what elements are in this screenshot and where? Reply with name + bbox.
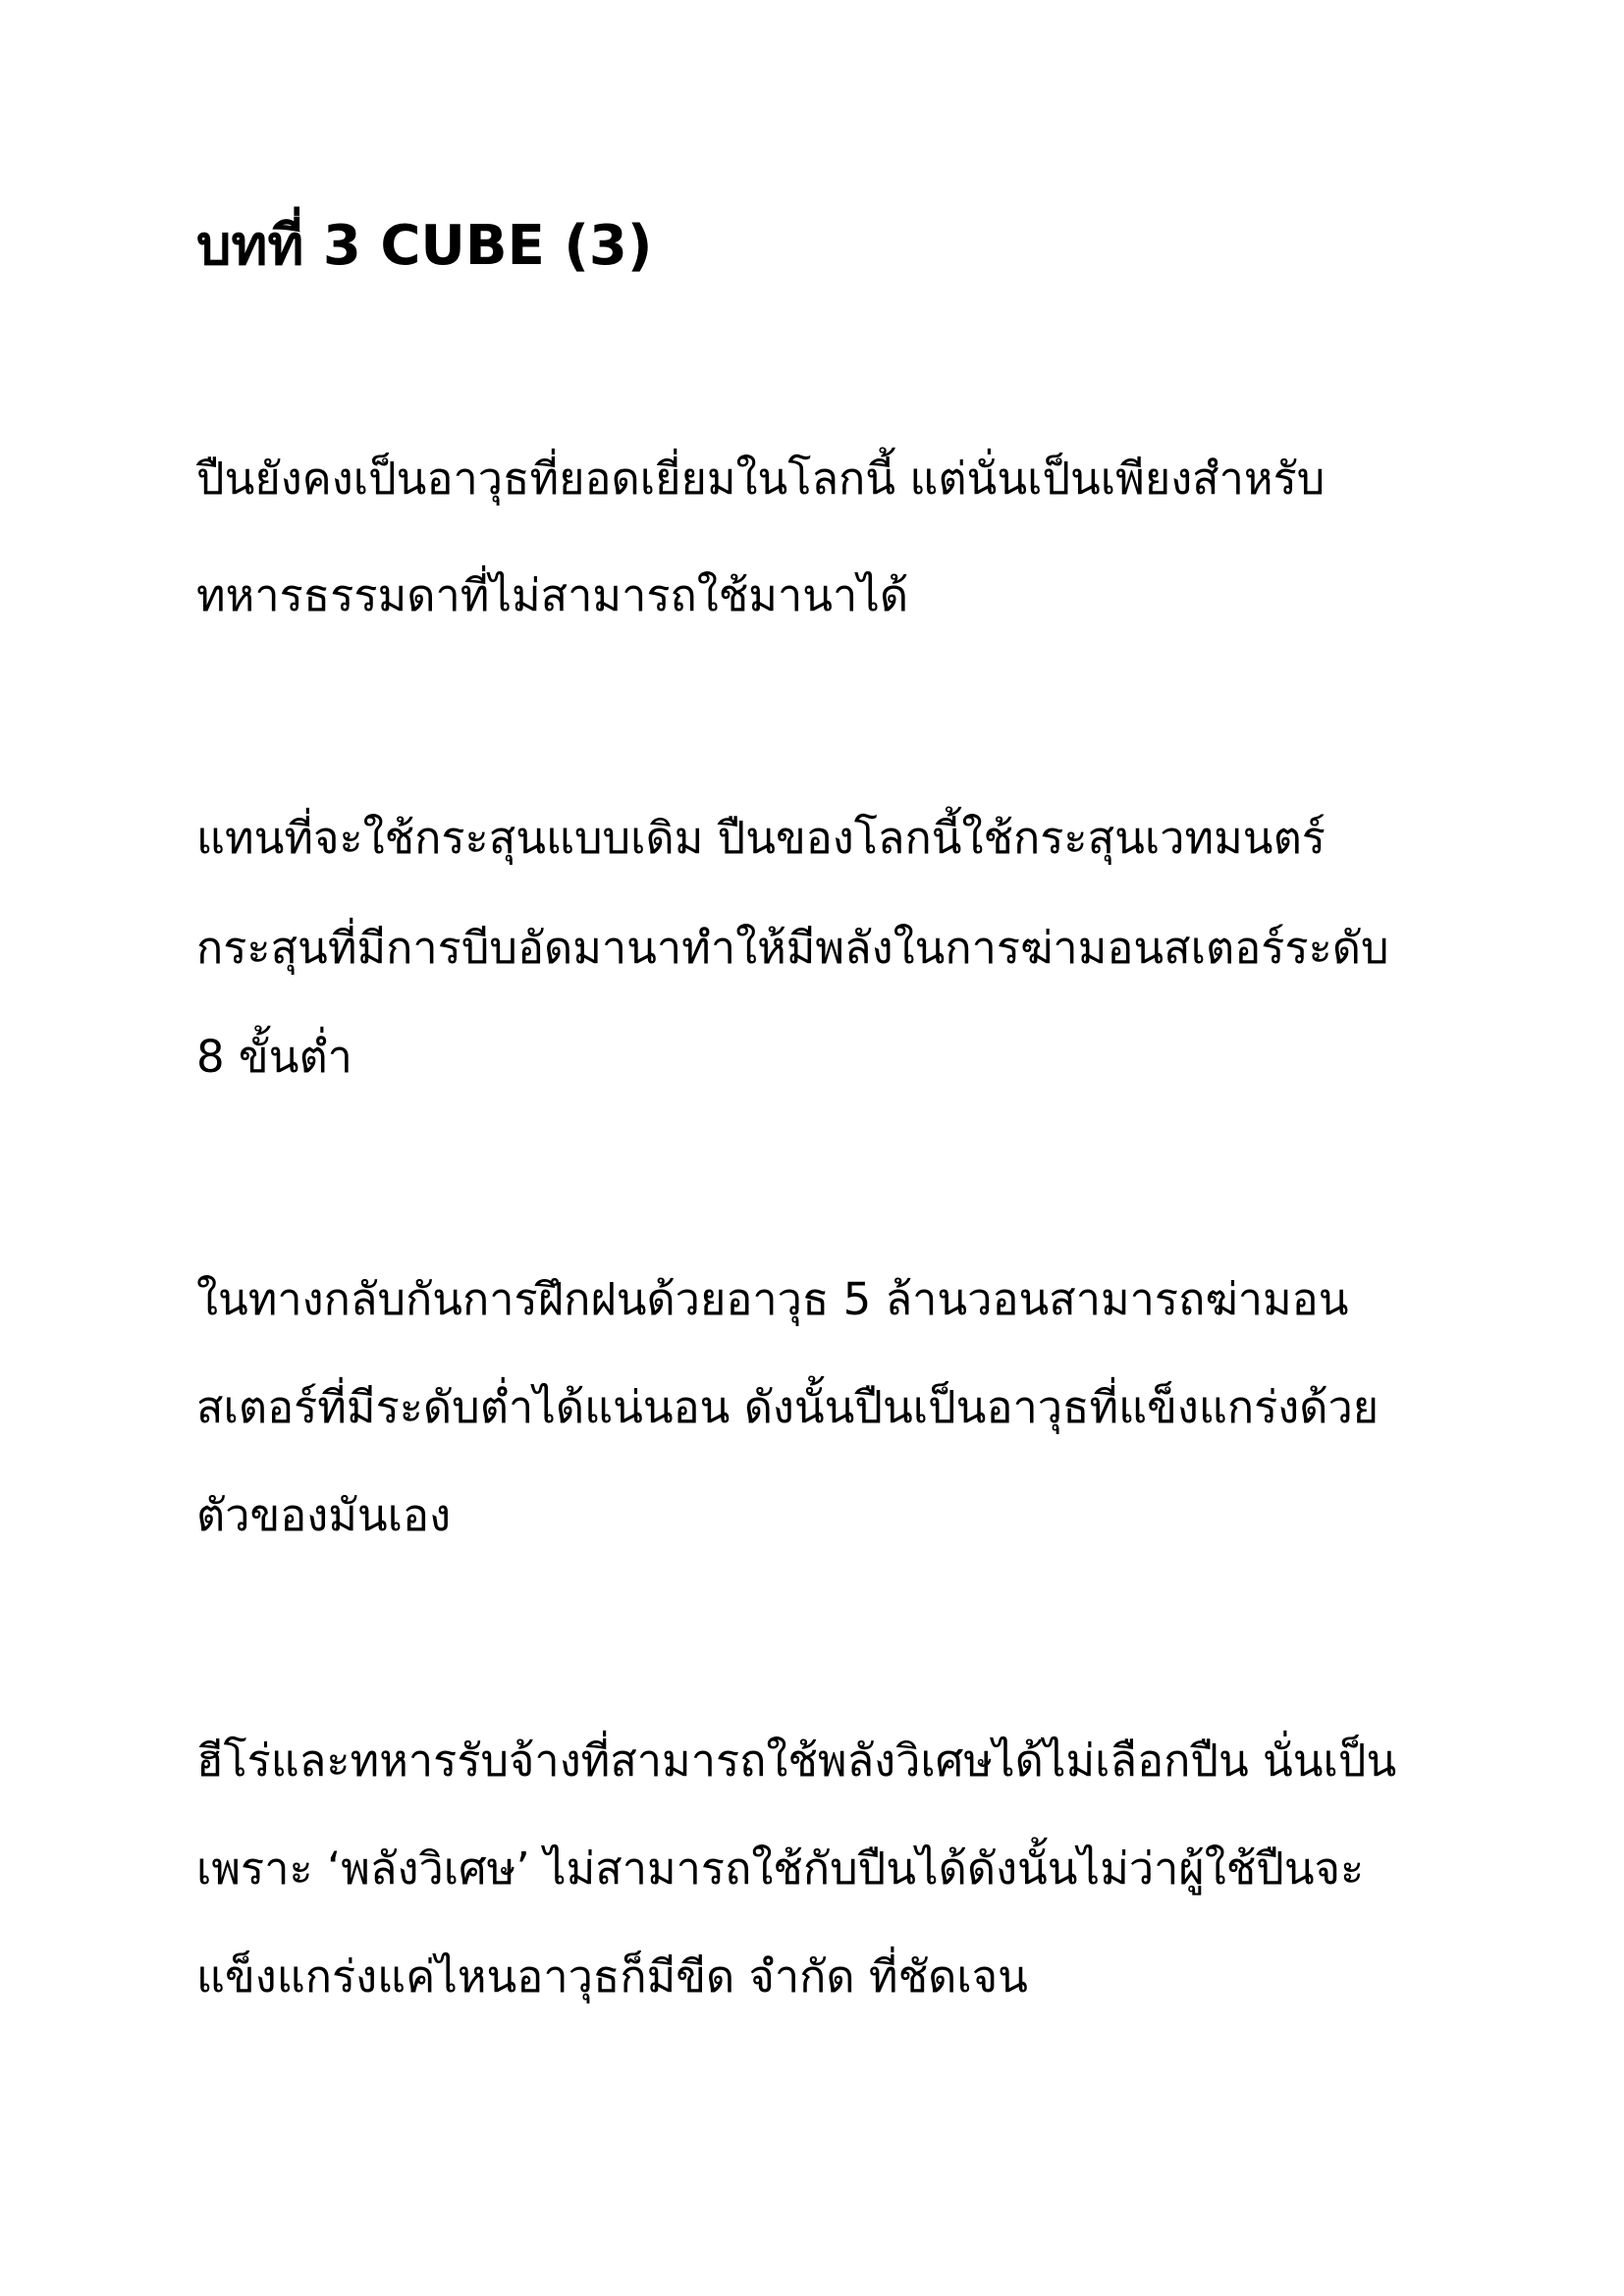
- paragraph-2-line-2: กระสุนที่มีการบีบอัดมานาทำให้มีพลังในการฆ่ามอนสเตอร์ระดับ: [196, 922, 1389, 974]
- paragraph-3-line-3: ตัวของมันเอง: [196, 1489, 452, 1541]
- paragraph-4-line-1: ฮีโร่และทหารรับจ้างที่สามารถใช้พลังวิเศษได้ไม่เลือกปืน นั่นเป็น: [196, 1735, 1397, 1787]
- paragraph-1-line-2: ทหารธรรมดาที่ไม่สามารถใช้มานาได้: [196, 569, 909, 621]
- paragraph-1-line-1: ปืนยังคงเป็นอาวุธที่ยอดเยี่ยมในโลกนี้ แต่นั่นเป็นเพียงสำหรับ: [196, 453, 1326, 505]
- paragraph-2-line-3: 8 ขั้นต่ำ: [196, 1031, 352, 1083]
- paragraph-3-line-1: ในทางกลับกันการฝึกฝนด้วยอาวุธ 5 ล้านวอนสามารถฆ่ามอน: [196, 1273, 1349, 1325]
- paragraph-2-line-1: แทนที่จะใช้กระสุนแบบเดิม ปืนของโลกนี้ใช้กระสุนเวทมนตร์: [196, 812, 1326, 864]
- paragraph-4-line-2: เพราะ ‘พลังวิเศษ’ ไม่สามารถใช้กับปืนได้ดังนั้นไม่ว่าผู้ใช้ปืนจะ: [196, 1842, 1365, 1895]
- paragraph-3-line-2: สเตอร์ที่มีระดับต่ำได้แน่นอน ดังนั้นปืนเป็นอาวุธที่แข็งแกร่งด้วย: [196, 1381, 1380, 1433]
- paragraph-4-line-3: แข็งแกร่งแค่ไหนอาวุธก็มีขีด จำกัด ที่ชัดเจน: [196, 1950, 1028, 2002]
- chapter-title: บทที่ 3 CUBE (3): [196, 214, 653, 278]
